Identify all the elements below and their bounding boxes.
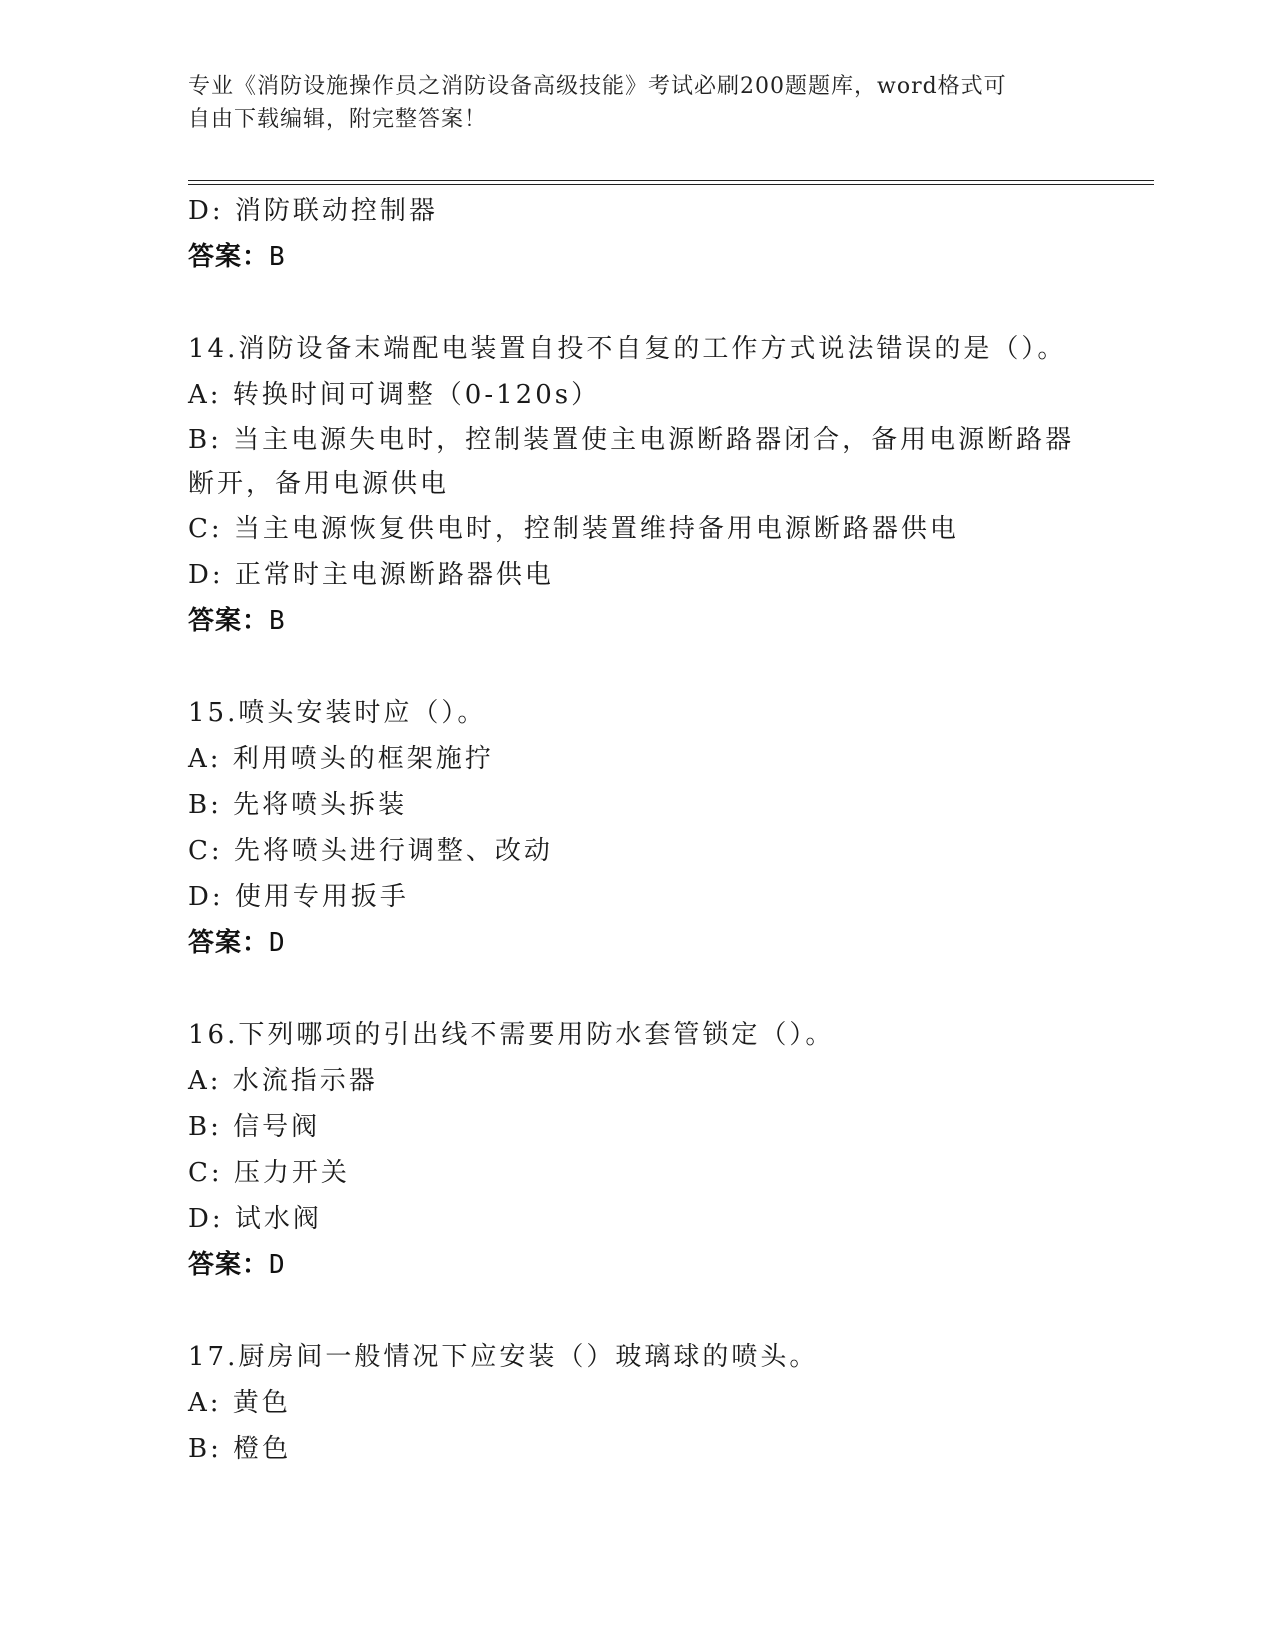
question-stem: 15.喷头安装时应（）。 (188, 698, 487, 728)
spacer (188, 644, 1088, 690)
answer-value: D (269, 928, 286, 958)
prev-option-d: D: 消防联动控制器 (188, 196, 438, 226)
header-divider-top (188, 180, 1154, 181)
question-stem: 14.消防设备末端配电装置自投不自复的工作方式说法错误的是（）。 (188, 334, 1067, 364)
prev-answer (188, 234, 1088, 280)
answer (188, 1242, 1088, 1288)
answer-value: D (269, 1250, 286, 1280)
question-stem: 17.厨房间一般情况下应安装（）玻璃球的喷头。 (188, 1342, 819, 1372)
spacer (188, 966, 1088, 1012)
header-divider-bottom (188, 184, 1154, 185)
option-a: A: 黄色 (188, 1388, 291, 1418)
question-16 (188, 1012, 1088, 1288)
header-line-2: 自由下载编辑，附完整答案！ (188, 107, 488, 132)
option-c: C: 先将喷头进行调整、改动 (188, 836, 553, 866)
option-c: C: 当主电源恢复供电时，控制装置维持备用电源断路器供电 (188, 514, 959, 544)
option-a: A: 利用喷头的框架施拧 (188, 744, 494, 774)
answer-label: 答案： (188, 1250, 270, 1280)
header-line-1: 专业《消防设施操作员之消防设备高级技能》考试必刷200题题库，word格式可 (188, 74, 1007, 99)
question-list (188, 188, 1088, 1472)
spacer (188, 280, 1088, 326)
option-b: B: 当主电源失电时，控制装置使主电源断路器闭合，备用电源断路器断开，备用电源供电 (188, 425, 1075, 499)
option-b: B: 信号阀 (188, 1112, 321, 1142)
answer (188, 920, 1088, 966)
answer-value: B (269, 242, 286, 272)
option-d: D: 试水阀 (188, 1204, 322, 1234)
question-stem: 16.下列哪项的引出线不需要用防水套管锁定（）。 (188, 1020, 835, 1050)
answer-label: 答案： (188, 606, 270, 636)
answer-label: 答案： (188, 242, 270, 272)
answer-value: B (269, 606, 286, 636)
answer-label: 答案： (188, 928, 270, 958)
question-15 (188, 690, 1088, 966)
spacer (188, 1288, 1088, 1334)
option-b: B: 先将喷头拆装 (188, 790, 408, 820)
option-c: C: 压力开关 (188, 1158, 350, 1188)
option-d: D: 正常时主电源断路器供电 (188, 560, 554, 590)
answer (188, 598, 1088, 644)
question-14 (188, 326, 1088, 644)
option-b: B: 橙色 (188, 1434, 292, 1464)
option-d: D: 使用专用扳手 (188, 882, 409, 912)
question-17 (188, 1334, 1088, 1472)
option-a: A: 转换时间可调整（0-120s） (188, 380, 601, 410)
option-a: A: 水流指示器 (188, 1066, 378, 1096)
document-header (188, 70, 1088, 136)
